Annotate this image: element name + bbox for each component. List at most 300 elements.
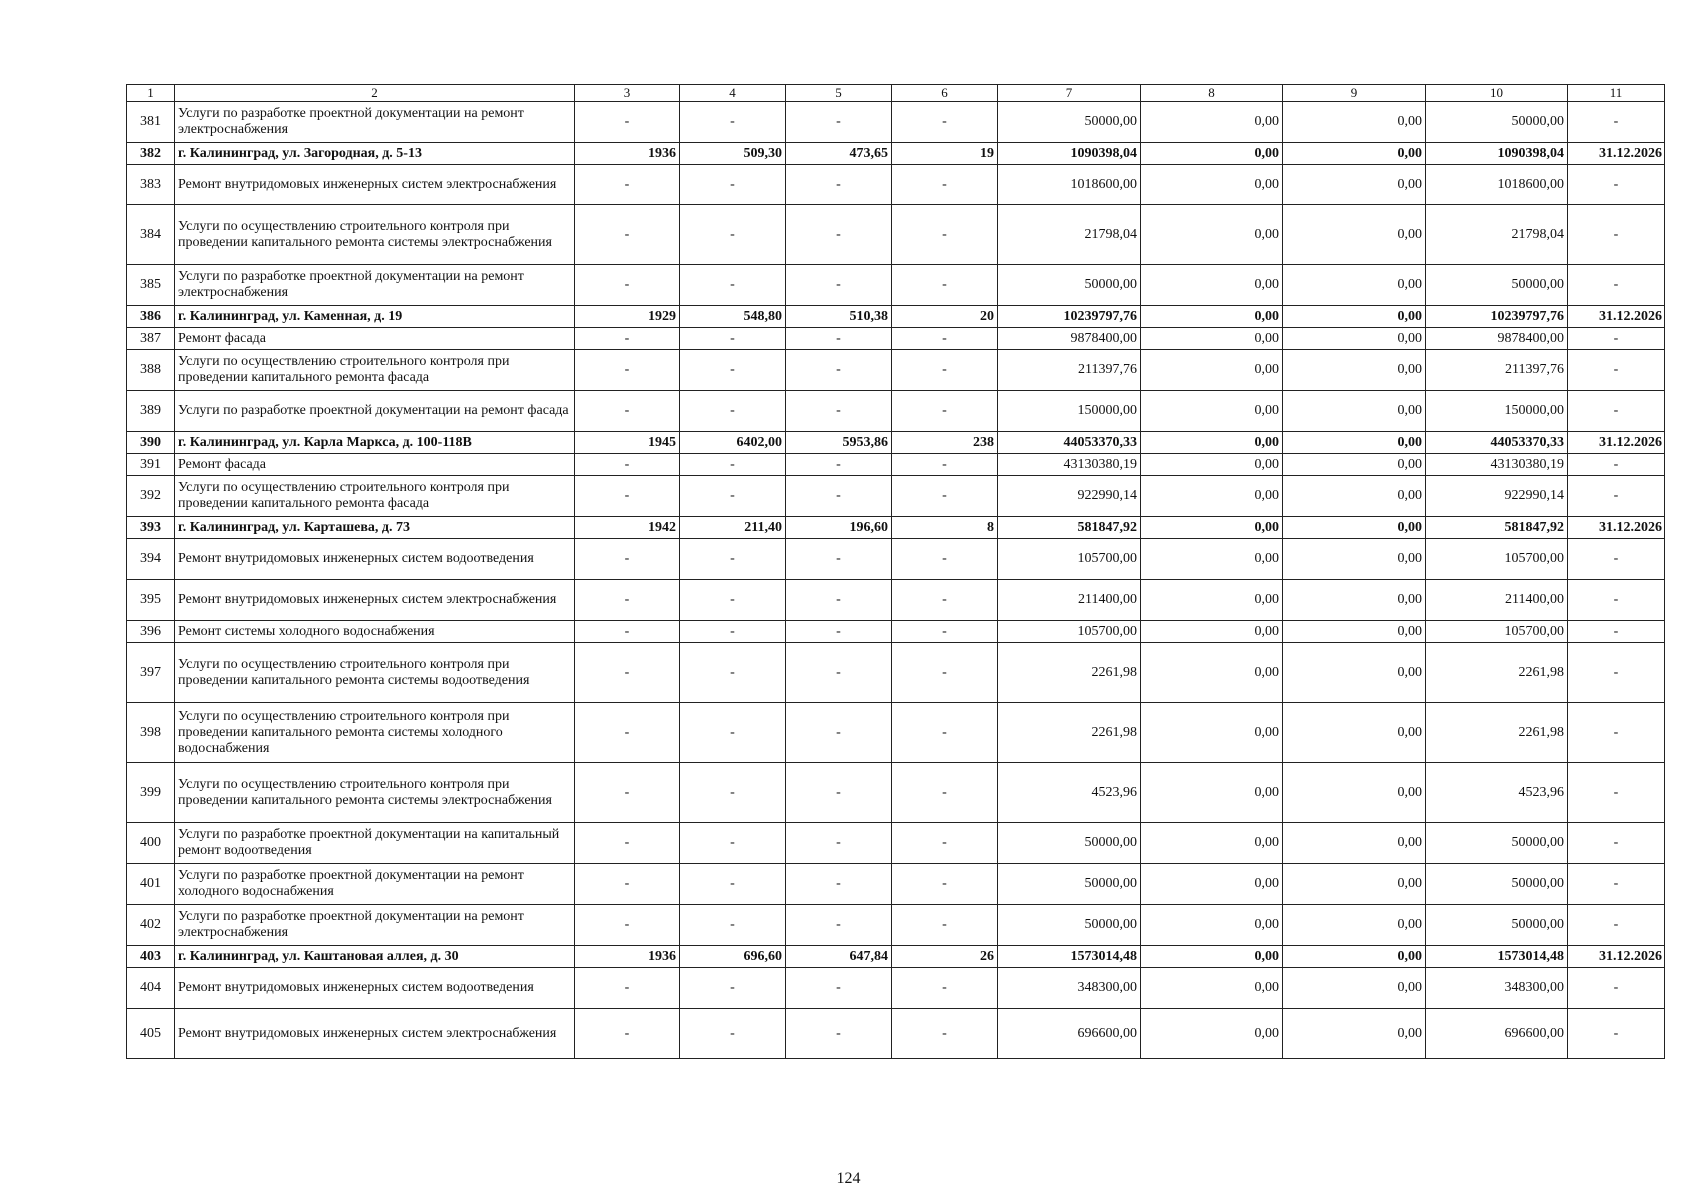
row-number: 384 <box>127 205 175 265</box>
cell-area-living: - <box>786 703 892 763</box>
address-row <box>127 517 1665 539</box>
row-name: Ремонт внутридомовых инженерных систем электроснабжения <box>175 580 575 621</box>
row-number: 400 <box>127 823 175 864</box>
work-row <box>127 476 1665 517</box>
cell-count: 19 <box>892 143 998 165</box>
cell-total-cost: 9878400,00 <box>998 328 1141 350</box>
cell-count: - <box>892 763 998 823</box>
cell-year: 1942 <box>575 517 680 539</box>
address-row <box>127 143 1665 165</box>
cell-total-cost: 50000,00 <box>998 823 1141 864</box>
cell-count: 8 <box>892 517 998 539</box>
cell-area-total: - <box>680 864 786 905</box>
cell-col10: 211397,76 <box>1426 350 1568 391</box>
cell-year: - <box>575 703 680 763</box>
cell-year: - <box>575 539 680 580</box>
cell-col8: 0,00 <box>1141 143 1283 165</box>
cell-area-living: - <box>786 165 892 205</box>
cell-year: - <box>575 165 680 205</box>
cell-col10: 581847,92 <box>1426 517 1568 539</box>
cell-area-total: - <box>680 823 786 864</box>
cell-area-total: - <box>680 350 786 391</box>
row-name: Ремонт системы холодного водоснабжения <box>175 621 575 643</box>
cell-area-total: - <box>680 205 786 265</box>
row-number: 390 <box>127 432 175 454</box>
row-name: г. Калининград, ул. Карташева, д. 73 <box>175 517 575 539</box>
cell-deadline: - <box>1568 391 1665 432</box>
work-row <box>127 102 1665 143</box>
cell-total-cost: 4523,96 <box>998 763 1141 823</box>
cell-deadline: - <box>1568 350 1665 391</box>
row-number: 402 <box>127 905 175 946</box>
row-name: г. Калининград, ул. Каштановая аллея, д. 30 <box>175 946 575 968</box>
column-number-row <box>127 85 1665 102</box>
work-row <box>127 165 1665 205</box>
cell-area-living: - <box>786 621 892 643</box>
cell-area-total: - <box>680 703 786 763</box>
cell-area-total: 6402,00 <box>680 432 786 454</box>
cell-col8: 0,00 <box>1141 350 1283 391</box>
row-name: г. Калининград, ул. Карла Маркса, д. 100-118В <box>175 432 575 454</box>
work-row <box>127 265 1665 306</box>
cell-total-cost: 105700,00 <box>998 621 1141 643</box>
work-row <box>127 1009 1665 1059</box>
cell-area-living: - <box>786 539 892 580</box>
cell-col9: 0,00 <box>1283 621 1426 643</box>
cell-area-living: - <box>786 476 892 517</box>
cell-deadline: 31.12.2026 <box>1568 517 1665 539</box>
cell-col9: 0,00 <box>1283 476 1426 517</box>
cell-deadline: - <box>1568 905 1665 946</box>
cell-col8: 0,00 <box>1141 539 1283 580</box>
column-header: 9 <box>1283 85 1426 102</box>
cell-area-living: - <box>786 968 892 1009</box>
cell-count: - <box>892 643 998 703</box>
cell-total-cost: 1018600,00 <box>998 165 1141 205</box>
cell-col10: 348300,00 <box>1426 968 1568 1009</box>
cell-deadline: - <box>1568 763 1665 823</box>
cell-count: - <box>892 580 998 621</box>
page-number: 124 <box>836 1170 861 1187</box>
cell-area-total: 696,60 <box>680 946 786 968</box>
cell-deadline: - <box>1568 703 1665 763</box>
column-header: 1 <box>127 85 175 102</box>
cell-area-living: - <box>786 643 892 703</box>
cell-col10: 10239797,76 <box>1426 306 1568 328</box>
cell-total-cost: 150000,00 <box>998 391 1141 432</box>
work-row <box>127 703 1665 763</box>
work-row <box>127 864 1665 905</box>
cell-total-cost: 50000,00 <box>998 265 1141 306</box>
row-name: г. Калининград, ул. Каменная, д. 19 <box>175 306 575 328</box>
cell-count: 26 <box>892 946 998 968</box>
cell-col8: 0,00 <box>1141 823 1283 864</box>
cell-area-total: - <box>680 763 786 823</box>
cell-col10: 1018600,00 <box>1426 165 1568 205</box>
cell-deadline: - <box>1568 328 1665 350</box>
row-number: 393 <box>127 517 175 539</box>
cell-col9: 0,00 <box>1283 946 1426 968</box>
cell-deadline: - <box>1568 968 1665 1009</box>
cell-deadline: - <box>1568 864 1665 905</box>
cell-area-total: - <box>680 1009 786 1059</box>
cell-year: 1929 <box>575 306 680 328</box>
cell-deadline: - <box>1568 102 1665 143</box>
work-row <box>127 621 1665 643</box>
cell-col10: 50000,00 <box>1426 102 1568 143</box>
cell-year: - <box>575 265 680 306</box>
cell-col9: 0,00 <box>1283 968 1426 1009</box>
cell-count: - <box>892 1009 998 1059</box>
cell-area-living: - <box>786 823 892 864</box>
cell-count: - <box>892 476 998 517</box>
cell-area-total: - <box>680 476 786 517</box>
column-header: 2 <box>175 85 575 102</box>
cell-count: 20 <box>892 306 998 328</box>
cell-area-living: - <box>786 905 892 946</box>
column-header: 7 <box>998 85 1141 102</box>
work-row <box>127 454 1665 476</box>
cell-col9: 0,00 <box>1283 763 1426 823</box>
column-header: 4 <box>680 85 786 102</box>
cell-total-cost: 105700,00 <box>998 539 1141 580</box>
cell-total-cost: 2261,98 <box>998 703 1141 763</box>
cell-col9: 0,00 <box>1283 143 1426 165</box>
cell-deadline: 31.12.2026 <box>1568 143 1665 165</box>
cell-year: - <box>575 205 680 265</box>
cell-year: - <box>575 580 680 621</box>
cell-area-total: - <box>680 905 786 946</box>
cell-col8: 0,00 <box>1141 643 1283 703</box>
cell-area-total: - <box>680 328 786 350</box>
cell-year: - <box>575 864 680 905</box>
cell-total-cost: 1573014,48 <box>998 946 1141 968</box>
cell-deadline: - <box>1568 165 1665 205</box>
cell-col8: 0,00 <box>1141 621 1283 643</box>
cell-deadline: - <box>1568 539 1665 580</box>
cell-area-living: - <box>786 391 892 432</box>
cell-area-total: 509,30 <box>680 143 786 165</box>
cell-col10: 922990,14 <box>1426 476 1568 517</box>
cell-col9: 0,00 <box>1283 165 1426 205</box>
cell-col8: 0,00 <box>1141 476 1283 517</box>
row-name: Услуги по разработке проектной документации на ремонт электроснабжения <box>175 102 575 143</box>
cell-total-cost: 696600,00 <box>998 1009 1141 1059</box>
row-number: 382 <box>127 143 175 165</box>
cell-col10: 50000,00 <box>1426 823 1568 864</box>
cell-area-total: - <box>680 265 786 306</box>
row-name: Услуги по осуществлению строительного контроля при проведении капитального ремонта фасада <box>175 350 575 391</box>
cell-col10: 44053370,33 <box>1426 432 1568 454</box>
cell-year: - <box>575 1009 680 1059</box>
cell-col10: 1573014,48 <box>1426 946 1568 968</box>
cell-col8: 0,00 <box>1141 102 1283 143</box>
cell-col8: 0,00 <box>1141 454 1283 476</box>
cell-col9: 0,00 <box>1283 643 1426 703</box>
cell-year: - <box>575 102 680 143</box>
cell-col9: 0,00 <box>1283 432 1426 454</box>
work-row <box>127 763 1665 823</box>
work-row <box>127 391 1665 432</box>
cell-total-cost: 44053370,33 <box>998 432 1141 454</box>
cell-count: - <box>892 165 998 205</box>
work-row <box>127 905 1665 946</box>
row-name: Услуги по осуществлению строительного контроля при проведении капитального ремонта системы электроснабжения <box>175 763 575 823</box>
cell-area-total: - <box>680 391 786 432</box>
cell-area-living: - <box>786 102 892 143</box>
cell-area-living: - <box>786 763 892 823</box>
row-name: Ремонт внутридомовых инженерных систем электроснабжения <box>175 165 575 205</box>
row-number: 387 <box>127 328 175 350</box>
cell-col8: 0,00 <box>1141 703 1283 763</box>
cell-year: - <box>575 391 680 432</box>
cell-total-cost: 211400,00 <box>998 580 1141 621</box>
cell-count: - <box>892 905 998 946</box>
cell-col8: 0,00 <box>1141 517 1283 539</box>
cell-total-cost: 348300,00 <box>998 968 1141 1009</box>
cell-col9: 0,00 <box>1283 328 1426 350</box>
cell-deadline: - <box>1568 265 1665 306</box>
cell-col9: 0,00 <box>1283 823 1426 864</box>
cell-year: - <box>575 905 680 946</box>
row-name: Ремонт внутридомовых инженерных систем водоотведения <box>175 539 575 580</box>
column-header: 5 <box>786 85 892 102</box>
cell-year: - <box>575 763 680 823</box>
cell-year: - <box>575 968 680 1009</box>
cell-area-living: - <box>786 265 892 306</box>
row-name: Услуги по разработке проектной документации на ремонт холодного водоснабжения <box>175 864 575 905</box>
cell-year: - <box>575 621 680 643</box>
row-name: Услуги по разработке проектной документации на ремонт электроснабжения <box>175 905 575 946</box>
row-number: 399 <box>127 763 175 823</box>
cell-col9: 0,00 <box>1283 539 1426 580</box>
cell-total-cost: 43130380,19 <box>998 454 1141 476</box>
cell-total-cost: 50000,00 <box>998 905 1141 946</box>
cell-col10: 211400,00 <box>1426 580 1568 621</box>
address-row <box>127 306 1665 328</box>
column-header: 8 <box>1141 85 1283 102</box>
repair-program-table <box>126 84 1665 1059</box>
cell-area-living: 510,38 <box>786 306 892 328</box>
cell-area-living: 5953,86 <box>786 432 892 454</box>
cell-area-total: 548,80 <box>680 306 786 328</box>
cell-col10: 105700,00 <box>1426 621 1568 643</box>
row-number: 385 <box>127 265 175 306</box>
row-number: 391 <box>127 454 175 476</box>
row-name: Ремонт фасада <box>175 328 575 350</box>
row-number: 405 <box>127 1009 175 1059</box>
cell-col8: 0,00 <box>1141 205 1283 265</box>
cell-col8: 0,00 <box>1141 968 1283 1009</box>
cell-deadline: 31.12.2026 <box>1568 432 1665 454</box>
cell-count: - <box>892 621 998 643</box>
cell-col8: 0,00 <box>1141 391 1283 432</box>
cell-year: - <box>575 643 680 703</box>
cell-area-total: - <box>680 968 786 1009</box>
cell-count: 238 <box>892 432 998 454</box>
cell-col9: 0,00 <box>1283 102 1426 143</box>
row-number: 403 <box>127 946 175 968</box>
work-row <box>127 350 1665 391</box>
cell-area-living: - <box>786 454 892 476</box>
cell-deadline: - <box>1568 643 1665 703</box>
work-row <box>127 968 1665 1009</box>
cell-area-total: - <box>680 621 786 643</box>
column-header: 6 <box>892 85 998 102</box>
cell-col10: 105700,00 <box>1426 539 1568 580</box>
cell-col10: 50000,00 <box>1426 864 1568 905</box>
cell-area-living: - <box>786 328 892 350</box>
cell-count: - <box>892 864 998 905</box>
cell-deadline: 31.12.2026 <box>1568 306 1665 328</box>
cell-col8: 0,00 <box>1141 763 1283 823</box>
cell-count: - <box>892 205 998 265</box>
cell-count: - <box>892 703 998 763</box>
cell-area-total: - <box>680 643 786 703</box>
cell-col8: 0,00 <box>1141 905 1283 946</box>
cell-col9: 0,00 <box>1283 454 1426 476</box>
row-name: г. Калининград, ул. Загородная, д. 5-13 <box>175 143 575 165</box>
cell-col10: 696600,00 <box>1426 1009 1568 1059</box>
cell-col10: 2261,98 <box>1426 703 1568 763</box>
cell-deadline: - <box>1568 205 1665 265</box>
work-row <box>127 580 1665 621</box>
cell-col10: 2261,98 <box>1426 643 1568 703</box>
cell-deadline: - <box>1568 1009 1665 1059</box>
cell-col10: 21798,04 <box>1426 205 1568 265</box>
address-row <box>127 432 1665 454</box>
row-name: Ремонт внутридомовых инженерных систем водоотведения <box>175 968 575 1009</box>
row-number: 395 <box>127 580 175 621</box>
row-name: Услуги по разработке проектной документации на ремонт электроснабжения <box>175 265 575 306</box>
cell-col10: 1090398,04 <box>1426 143 1568 165</box>
row-number: 397 <box>127 643 175 703</box>
cell-col10: 43130380,19 <box>1426 454 1568 476</box>
cell-area-living: - <box>786 864 892 905</box>
row-number: 394 <box>127 539 175 580</box>
cell-total-cost: 211397,76 <box>998 350 1141 391</box>
cell-col9: 0,00 <box>1283 391 1426 432</box>
cell-col8: 0,00 <box>1141 265 1283 306</box>
cell-area-total: - <box>680 102 786 143</box>
cell-col9: 0,00 <box>1283 205 1426 265</box>
cell-year: 1936 <box>575 143 680 165</box>
cell-total-cost: 50000,00 <box>998 864 1141 905</box>
cell-count: - <box>892 539 998 580</box>
table-body <box>127 102 1665 1059</box>
cell-count: - <box>892 823 998 864</box>
cell-count: - <box>892 102 998 143</box>
row-name: Услуги по осуществлению строительного контроля при проведении капитального ремонта фасада <box>175 476 575 517</box>
row-name: Услуги по разработке проектной документации на капитальный ремонт водоотведения <box>175 823 575 864</box>
row-name: Ремонт внутридомовых инженерных систем электроснабжения <box>175 1009 575 1059</box>
cell-col9: 0,00 <box>1283 864 1426 905</box>
row-name: Услуги по осуществлению строительного контроля при проведении капитального ремонта системы водоотведения <box>175 643 575 703</box>
cell-area-living: - <box>786 350 892 391</box>
cell-area-total: - <box>680 580 786 621</box>
cell-col9: 0,00 <box>1283 905 1426 946</box>
cell-area-total: - <box>680 454 786 476</box>
cell-col8: 0,00 <box>1141 328 1283 350</box>
cell-col9: 0,00 <box>1283 306 1426 328</box>
cell-col9: 0,00 <box>1283 703 1426 763</box>
cell-total-cost: 581847,92 <box>998 517 1141 539</box>
cell-deadline: - <box>1568 580 1665 621</box>
cell-year: - <box>575 328 680 350</box>
row-name: Ремонт фасада <box>175 454 575 476</box>
cell-area-total: 211,40 <box>680 517 786 539</box>
cell-deadline: - <box>1568 476 1665 517</box>
row-name: Услуги по осуществлению строительного контроля при проведении капитального ремонта системы электроснабжения <box>175 205 575 265</box>
cell-total-cost: 10239797,76 <box>998 306 1141 328</box>
cell-area-living: - <box>786 205 892 265</box>
cell-area-living: - <box>786 580 892 621</box>
row-number: 404 <box>127 968 175 1009</box>
row-name: Услуги по разработке проектной документации на ремонт фасада <box>175 391 575 432</box>
address-row <box>127 946 1665 968</box>
row-name: Услуги по осуществлению строительного контроля при проведении капитального ремонта системы холодного водоснабжения <box>175 703 575 763</box>
cell-col8: 0,00 <box>1141 1009 1283 1059</box>
cell-area-total: - <box>680 539 786 580</box>
row-number: 381 <box>127 102 175 143</box>
cell-area-living: 473,65 <box>786 143 892 165</box>
row-number: 383 <box>127 165 175 205</box>
cell-col10: 150000,00 <box>1426 391 1568 432</box>
cell-col10: 9878400,00 <box>1426 328 1568 350</box>
cell-year: - <box>575 823 680 864</box>
cell-count: - <box>892 454 998 476</box>
work-row <box>127 205 1665 265</box>
cell-col9: 0,00 <box>1283 517 1426 539</box>
cell-year: - <box>575 350 680 391</box>
work-row <box>127 643 1665 703</box>
cell-area-living: 647,84 <box>786 946 892 968</box>
row-number: 396 <box>127 621 175 643</box>
cell-col8: 0,00 <box>1141 165 1283 205</box>
work-row <box>127 328 1665 350</box>
cell-total-cost: 922990,14 <box>998 476 1141 517</box>
cell-area-total: - <box>680 165 786 205</box>
cell-area-living: - <box>786 1009 892 1059</box>
cell-col9: 0,00 <box>1283 580 1426 621</box>
cell-total-cost: 2261,98 <box>998 643 1141 703</box>
cell-count: - <box>892 350 998 391</box>
cell-deadline: - <box>1568 823 1665 864</box>
cell-col10: 50000,00 <box>1426 905 1568 946</box>
cell-col8: 0,00 <box>1141 306 1283 328</box>
cell-count: - <box>892 265 998 306</box>
work-row <box>127 823 1665 864</box>
work-row <box>127 539 1665 580</box>
cell-total-cost: 1090398,04 <box>998 143 1141 165</box>
cell-total-cost: 21798,04 <box>998 205 1141 265</box>
cell-col9: 0,00 <box>1283 350 1426 391</box>
row-number: 386 <box>127 306 175 328</box>
cell-deadline: - <box>1568 621 1665 643</box>
cell-area-living: 196,60 <box>786 517 892 539</box>
cell-year: - <box>575 454 680 476</box>
row-number: 398 <box>127 703 175 763</box>
cell-year: 1936 <box>575 946 680 968</box>
cell-col9: 0,00 <box>1283 265 1426 306</box>
cell-count: - <box>892 391 998 432</box>
row-number: 388 <box>127 350 175 391</box>
column-header: 10 <box>1426 85 1568 102</box>
cell-col8: 0,00 <box>1141 946 1283 968</box>
cell-year: 1945 <box>575 432 680 454</box>
cell-deadline: - <box>1568 454 1665 476</box>
column-header: 3 <box>575 85 680 102</box>
